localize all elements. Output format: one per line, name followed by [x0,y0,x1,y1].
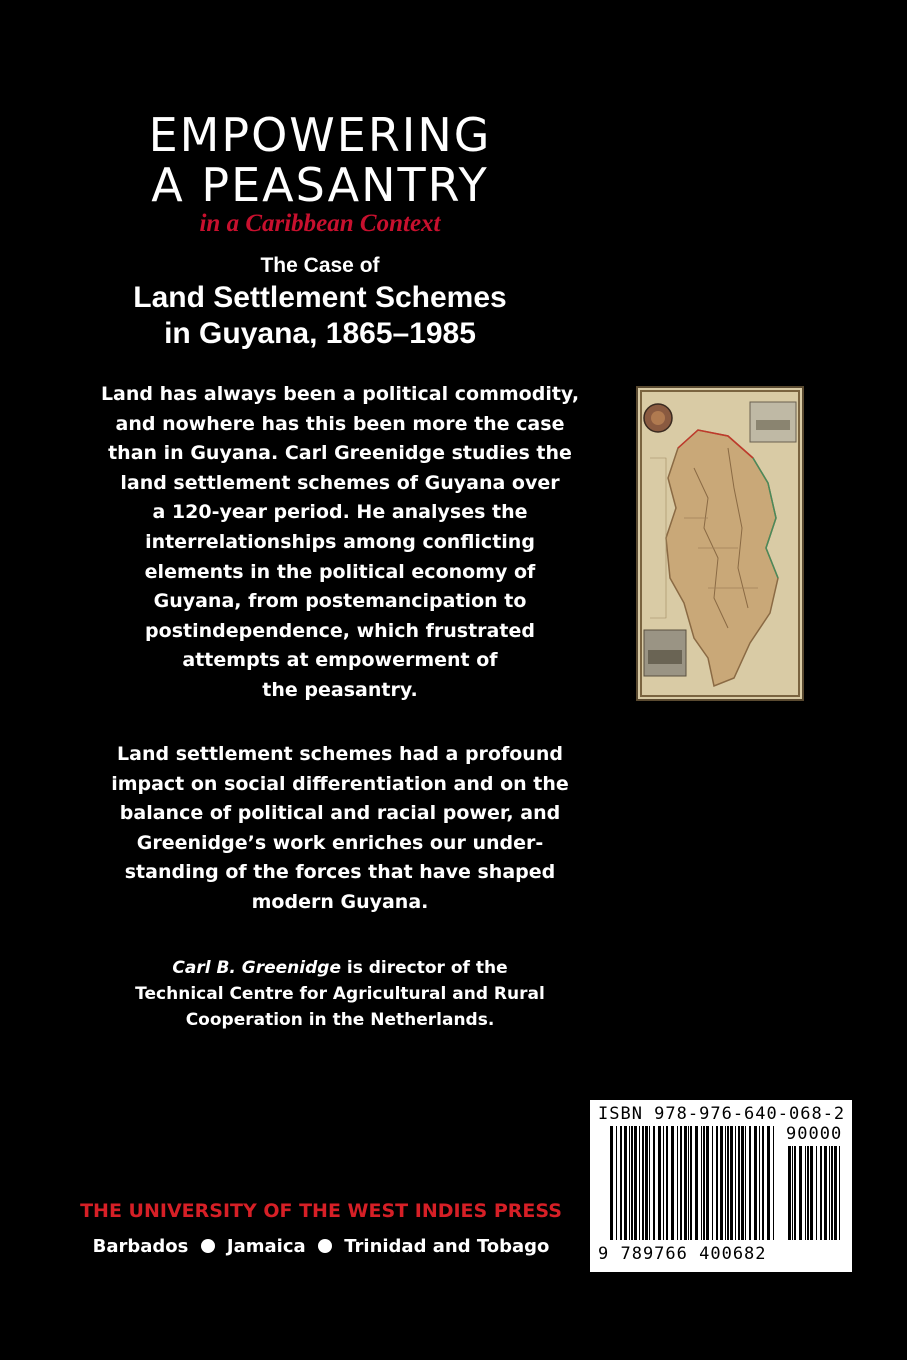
title-line-2: A PEASANTRY [151,158,489,212]
description-paragraph-1 [60,380,620,706]
text-line: Greenidge’s work enriches our under- [136,831,544,854]
text-line: land settlement schemes of Guyana over [120,471,560,494]
case-title-line-3: in Guyana, 1865–1985 [164,317,476,350]
text-line: Land has always been a political commodity, [100,383,580,405]
text-line: interrelationships among conflicting [145,530,535,553]
author-name: Carl B. Greenidge [172,958,341,978]
text-line: modern Guyana. [251,890,429,913]
text-line: the peasantry. [262,678,418,701]
text-line: Land settlement schemes had a profound [117,743,563,765]
bullet-dot-icon [201,1239,215,1253]
price-addon: 90000 [786,1124,843,1144]
map-image [638,388,802,699]
case-title-line-2: Land Settlement Schemes [133,281,507,314]
bio-line-2: Technical Centre for Agricultural and Rural [135,984,545,1004]
text-line: a 120-year period. He analyses the [152,501,528,524]
text-line: elements in the political economy of [144,560,536,583]
bullet-dot-icon [318,1239,332,1253]
barcode-digits: 9 789766 400682 [598,1244,767,1264]
publisher-locations [76,1236,566,1257]
text-line: impact on social differentiation and on the [111,772,569,795]
bio-line-1 [60,955,620,981]
title-subtitle: in a Caribbean Context [199,210,441,237]
guyana-map-illustration [636,386,804,701]
location-jamaica: Jamaica [226,1236,306,1257]
author-bio [60,955,620,1033]
text-line: attempts at empowerment of [182,649,498,672]
text-line: standing of the forces that have shaped [124,861,556,884]
publisher-name: THE UNIVERSITY OF THE WEST INDIES PRESS [80,1200,562,1222]
text-line: postindependence, which frustrated [145,619,535,642]
title-line-1: EMPOWERING [148,108,492,162]
text-line: and nowhere has this been more the case [115,412,565,435]
bio-text: is director of the [340,958,508,978]
case-of-label: The Case of [260,254,380,277]
location-trinidad: Trinidad and Tobago [344,1236,550,1257]
location-barbados: Barbados [92,1236,189,1257]
bio-line-3: Cooperation in the Netherlands. [185,1010,495,1030]
text-line: Guyana, from postemancipation to [153,590,527,613]
text-line: balance of political and racial power, and [119,802,561,825]
isbn-barcode [590,1100,852,1272]
text-line: than in Guyana. Carl Greenidge studies the [108,442,572,465]
isbn-number: ISBN 978-976-640-068-2 [598,1104,846,1124]
description-paragraph-2 [60,740,620,918]
